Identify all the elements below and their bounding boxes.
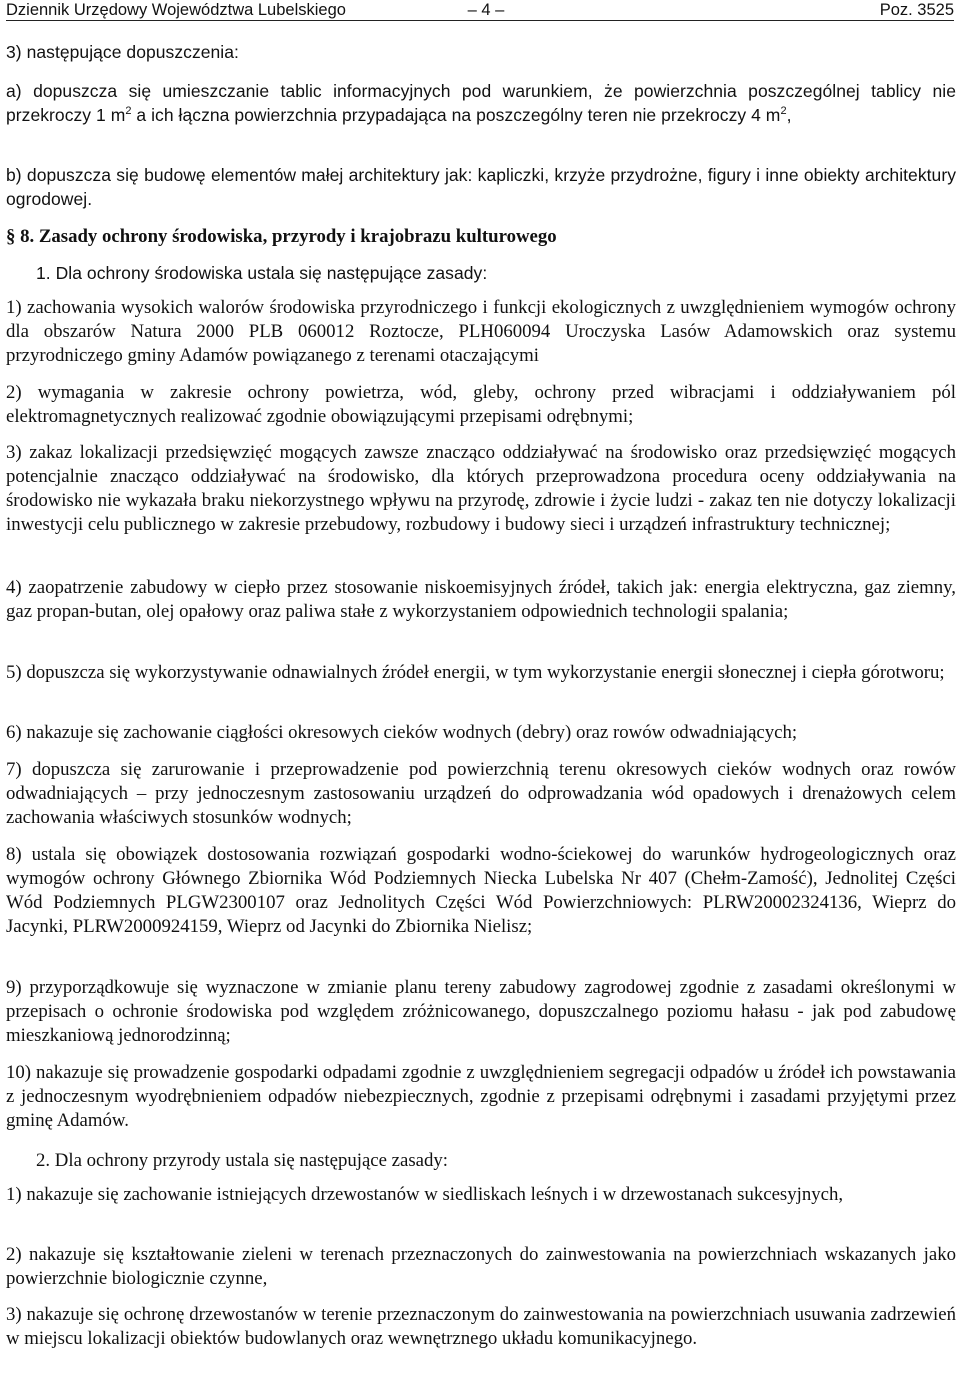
item-a-text-1: a) dopuszcza się umieszczanie tablic informacyjnych pod warunkiem, że powierzchnia poszczególnej tablicy nie przekroczy 1 m: [6, 81, 956, 125]
env-item: 9) przyporządkowuje się wyznaczone w zmianie planu tereny zabudowy zagrodowej zgodnie z zasadami określonymi w przepisach o ochronie środowiska pod względem zróżnicowanego, dopuszczalnego poziomu hałasu - jak pod zabudowę mieszkaniową jednorodzinną;: [6, 977, 956, 1046]
env-item: 2) wymagania w zakresie ochrony powietrza, wód, gleby, ochrony przed wibracjami i oddziaływaniem pól elektromagnetycznych realizować zgodnie obowiązującymi przepisami odrębnymi;: [6, 382, 956, 427]
item-a-text-2: a ich łączna powierzchnia przypadająca na poszczególny teren nie przekroczy 4 m: [131, 105, 781, 125]
env-item: 4) zaopatrzenie zabudowy w ciepło przez stosowanie niskoemisyjnych źródeł, takich jak: energia elektryczna, gaz ziemny, gaz propan-butan, olej opałowy oraz paliwa stałe z wykorzystaniem odpowiednich technologii spalania;: [6, 577, 956, 622]
nature-item: 1) nakazuje się zachowanie istniejących drzewostanów w siedliskach leśnych i w drzewostanach sukcesyjnych,: [6, 1184, 844, 1205]
env-item: 1) zachowania wysokich walorów środowiska przyrodniczego i funkcji ekologicznych z uwzględnieniem wymogów ochrony dla obszarów Natura 2000 PLB 060012 Roztocze, PLH060094 Uroczyska Lasów Adamowskich oraz systemu przyrodniczego gminy Adamów powiązanego z terenami otaczającymi: [6, 297, 956, 366]
section-3-title: 3) następujące dopuszczenia:: [6, 42, 239, 62]
nature-item: 3) nakazuje się ochronę drzewostanów w terenie przeznaczonym do zainwestowania na powierzchniach usuwania zadrzewień w miejscu lokalizacji obiektów budowlanych oraz wewnętrznego układu komunikacyjnego.: [6, 1304, 956, 1349]
section-8-heading: § 8. Zasady ochrony środowiska, przyrody i krajobrazu kulturowego: [6, 226, 557, 247]
item-a-sup-2: 2: [780, 105, 787, 118]
env-item: 8) ustala się obowiązek dostosowania rozwiązań gospodarki wodno-ściekowej do warunków hydrogeologicznych oraz wymogów ochrony Głównego Zbiornika Wód Podziemnych Niecka Lubelska Nr 407 (Chełm-Zamość), Jednolitej Części Wód Podziemnych PLGW2300107 oraz Jednolitych Części Wód Powierzchniowych: PLRW20002324136, Wieprz do Jacynki, PLRW2000924159, Wieprz od Jacynki do Zbiornika Nielisz;: [6, 844, 956, 937]
nature-intro: 2. Dla ochrony przyrody ustala się następujące zasady:: [36, 1150, 448, 1171]
nature-item: 2) nakazuje się kształtowanie zieleni w terenach przeznaczonych do zainwestowania na powierzchniach wskazanych jako powierzchnie biologicznie czynne,: [6, 1244, 956, 1289]
item-a-sup-1: 2: [125, 105, 132, 118]
env-item: 6) nakazuje się zachowanie ciągłości okresowych cieków wodnych (debry) oraz rowów odwadniających;: [6, 722, 798, 743]
page-number: – 4 –: [467, 1, 505, 19]
journal-title: Dziennik Urzędowy Województwa Lubelskiego: [6, 1, 346, 19]
env-intro: 1. Dla ochrony środowiska ustala się następujące zasady:: [36, 263, 488, 283]
env-item: 3) zakaz lokalizacji przedsięwzięć mogących zawsze znacząco oddziaływać na środowisko oraz przedsięwzięć mogących potencjalnie znacząco oddziaływać na środowisko, dla których przeprowadzona procedura oceny oddziaływania na środowisko nie wykazała braku niekorzystnego wpływu na przyrodę, zdrowie i życie ludzi - zakaz ten nie dotyczy lokalizacji inwestycji celu publicznego w zakresie przebudowy, rozbudowy i budowy sieci i urządzeń infrastruktury technicznej;: [6, 442, 956, 535]
env-item: 7) dopuszcza się zarurowanie i przeprowadzenie pod powierzchnią terenu okresowych cieków wodnych oraz rowów odwadniających – przy jednoczesnym zastosowaniu urządzeń do odprowadzania wód opadowych i drenażowych celem zachowania właściwych stosunków wodnych;: [6, 759, 956, 828]
env-item: 10) nakazuje się prowadzenie gospodarki odpadami zgodnie z uwzględnieniem segregacji odpadów u źródeł ich powstawania z jednoczesnym wyodrębnieniem odpadów niebezpiecznych, zgodnie z przepisami odrębnymi i zasadami przyjętymi przez gminę Adamów.: [6, 1062, 956, 1131]
section-3-item-a: [6, 79, 956, 127]
env-item: 5) dopuszcza się wykorzystywanie odnawialnych źródeł energii, w tym wykorzystanie energii słonecznej i ciepła górotworu;: [6, 662, 945, 683]
section-3-item-b: b) dopuszcza się budowę elementów małej architektury jak: kapliczki, krzyże przydrożne, figury i inne obiekty architektury ogrodowej.: [6, 165, 956, 209]
position-number: Poz. 3525: [879, 1, 954, 19]
page-header: [6, 0, 954, 21]
item-a-text-3: ,: [786, 105, 792, 125]
